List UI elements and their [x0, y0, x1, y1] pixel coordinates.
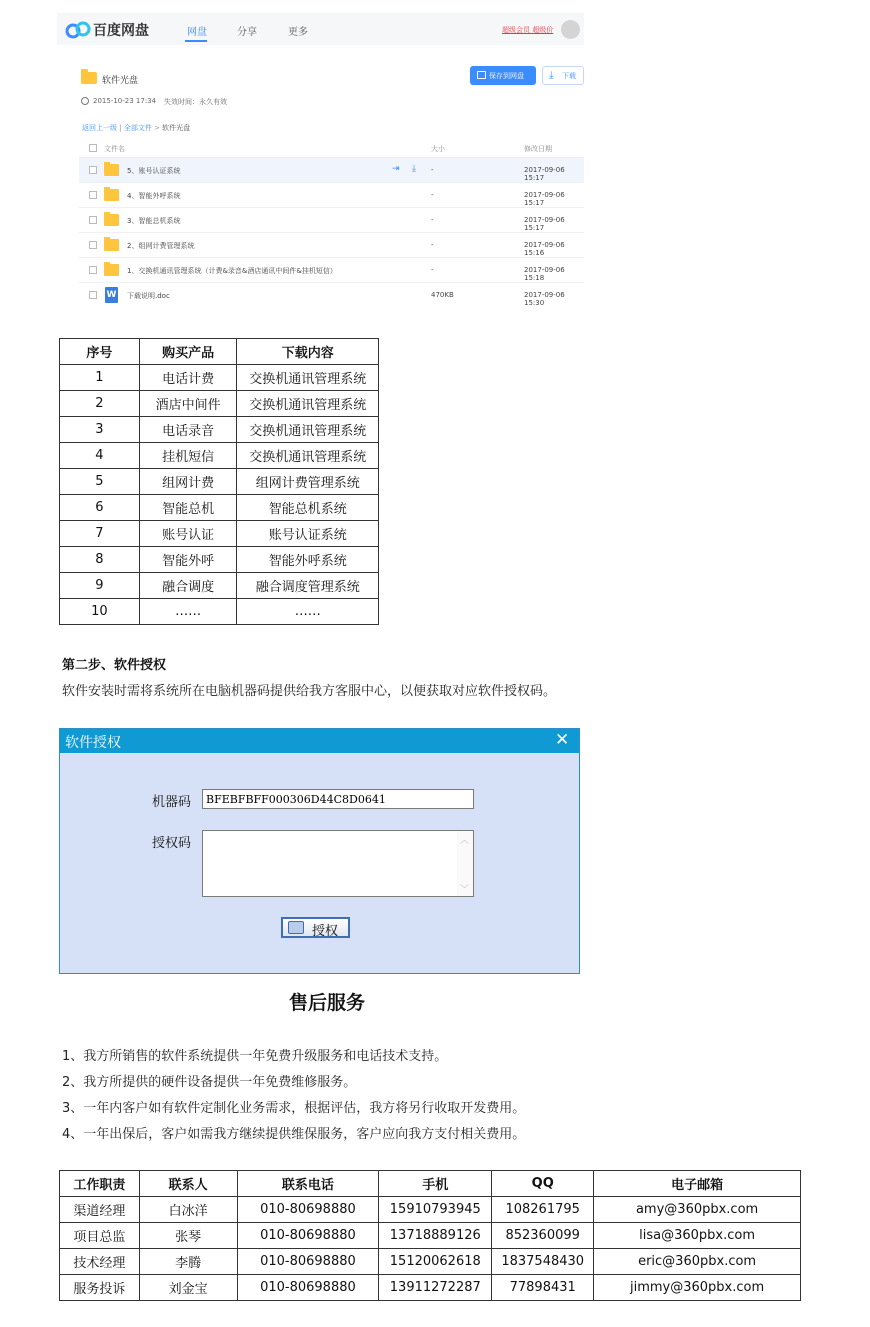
file-name[interactable]: 1、交换机通讯管理系统（计费&录音&酒店通讯中间件&挂机短信）: [127, 267, 337, 275]
table-row: [60, 1197, 801, 1223]
file-name[interactable]: 3、智能总机系统: [127, 217, 181, 225]
table-row: [60, 365, 379, 391]
select-all-checkbox[interactable]: [89, 144, 97, 152]
file-row[interactable]: [79, 183, 584, 208]
table-cell: 7: [60, 521, 140, 547]
header-cell: 电子邮箱: [594, 1171, 801, 1197]
baidu-pan-screenshot: [57, 13, 584, 307]
download-button-label: 下载: [562, 72, 576, 80]
breadcrumb-separator: |: [119, 124, 122, 132]
file-size: -: [431, 191, 434, 199]
table-row: [60, 1249, 801, 1275]
pan-top-bar: [57, 13, 584, 45]
dialog-title: 软件授权: [65, 735, 121, 751]
contact-table: [59, 1170, 801, 1301]
table-cell: 服务投诉: [60, 1275, 140, 1301]
save-button-label: 保存到网盘: [489, 72, 524, 80]
file-row[interactable]: [79, 258, 584, 283]
table-cell: 15120062618: [379, 1249, 492, 1275]
table-cell: ……: [139, 599, 237, 625]
auth-code-textarea[interactable]: [202, 830, 474, 897]
file-date: 2017-09-06 15:18: [524, 266, 565, 282]
table-cell: 1837548430: [492, 1249, 594, 1275]
table-cell: 李腾: [139, 1249, 237, 1275]
breadcrumb-arrow: >: [154, 124, 160, 132]
clock-icon: [81, 97, 89, 105]
table-cell: 9: [60, 573, 140, 599]
service-item: 3、一年内客户如有软件定制化业务需求，根据评估，我方将另行收取开发费用。: [62, 1101, 526, 1116]
file-name[interactable]: 4、智能外呼系统: [127, 192, 181, 200]
email-cell: jimmy@360pbx.com: [594, 1275, 801, 1301]
table-cell: 刘金宝: [139, 1275, 237, 1301]
table-cell: 智能总机: [139, 495, 237, 521]
row-checkbox[interactable]: [89, 291, 97, 299]
table-cell: 6: [60, 495, 140, 521]
pan-brand: 百度网盘: [93, 23, 149, 39]
file-size: -: [431, 241, 434, 249]
table-cell: 技术经理: [60, 1249, 140, 1275]
row-checkbox[interactable]: [89, 191, 97, 199]
table-cell: 2: [60, 391, 140, 417]
header-cell: 下载内容: [237, 339, 379, 365]
breadcrumb: [82, 123, 190, 133]
table-cell: 13718889126: [379, 1223, 492, 1249]
file-date: 2017-09-06 15:17: [524, 191, 565, 207]
table-row: [60, 547, 379, 573]
table-row: [60, 1223, 801, 1249]
product-table: [59, 338, 379, 625]
table-cell: 010-80698880: [237, 1275, 379, 1301]
row-save-icon[interactable]: ⇥: [392, 164, 400, 174]
table-cell: 张琴: [139, 1223, 237, 1249]
header-cell: 工作职责: [60, 1171, 140, 1197]
table-cell: 智能外呼系统: [237, 547, 379, 573]
close-icon[interactable]: ✕: [555, 730, 570, 750]
table-cell: 交换机通讯管理系统: [237, 417, 379, 443]
table-cell: 融合调度管理系统: [237, 573, 379, 599]
service-item: 2、我方所提供的硬件设备提供一年免费维修服务。: [62, 1075, 357, 1090]
save-to-pan-button[interactable]: [470, 66, 536, 85]
nav-tab-pan[interactable]: 网盘: [187, 27, 207, 38]
scrollbar[interactable]: [457, 831, 473, 896]
license-dialog: [59, 728, 580, 974]
header-cell: 序号: [60, 339, 140, 365]
file-date: 2017-09-06 15:17: [524, 216, 565, 232]
scroll-up-icon[interactable]: ︿: [460, 836, 470, 846]
table-cell: 智能总机系统: [237, 495, 379, 521]
table-cell: 组网计费: [139, 469, 237, 495]
table-cell: 8: [60, 547, 140, 573]
header-name: 文件名: [104, 145, 125, 153]
table-cell: 账号认证系统: [237, 521, 379, 547]
folder-icon: [104, 214, 119, 226]
step2-title: 第二步、软件授权: [62, 658, 167, 673]
table-cell: 渠道经理: [60, 1197, 140, 1223]
table-cell: 交换机通讯管理系统: [237, 443, 379, 469]
row-checkbox[interactable]: [89, 166, 97, 174]
table-cell: 010-80698880: [237, 1249, 379, 1275]
service-title: 售后服务: [289, 992, 366, 1014]
table-cell: 1: [60, 365, 140, 391]
share-title: 软件光盘: [102, 76, 139, 86]
table-cell: 4: [60, 443, 140, 469]
table-header-row: [60, 339, 379, 365]
file-date: 2017-09-06 15:17: [524, 166, 565, 182]
file-size: -: [431, 166, 434, 174]
table-row: [60, 1275, 801, 1301]
table-row: [60, 443, 379, 469]
file-date: 2017-09-06 15:30: [524, 291, 565, 307]
word-doc-icon: W: [105, 287, 118, 303]
folder-icon: [104, 264, 119, 276]
file-row[interactable]: [79, 208, 584, 233]
table-cell: 108261795: [492, 1197, 594, 1223]
download-icon: ⤓: [549, 70, 554, 81]
file-size: 470KB: [431, 291, 454, 299]
table-cell: 13911272287: [379, 1275, 492, 1301]
table-cell: 交换机通讯管理系统: [237, 365, 379, 391]
table-header-row: [60, 1171, 801, 1197]
dialog-title-bar: [60, 729, 579, 753]
file-list-header: [79, 140, 584, 158]
table-cell: 挂机短信: [139, 443, 237, 469]
authorize-button[interactable]: [281, 917, 350, 938]
file-name[interactable]: 下载说明.doc: [127, 292, 170, 300]
row-checkbox[interactable]: [89, 266, 97, 274]
share-folder-icon: [81, 72, 97, 84]
breadcrumb-all-files-link[interactable]: 全部文件: [123, 124, 152, 132]
table-cell: 010-80698880: [237, 1197, 379, 1223]
table-cell: 3: [60, 417, 140, 443]
table-cell: 融合调度: [139, 573, 237, 599]
auth-code-label: 授权码: [152, 836, 192, 851]
email-cell: amy@360pbx.com: [594, 1197, 801, 1223]
file-name[interactable]: 5、账号认证系统: [127, 167, 181, 175]
folder-icon: [104, 239, 119, 251]
file-date: 2017-09-06 15:16: [524, 241, 565, 257]
file-row[interactable]: [79, 283, 584, 307]
table-cell: 010-80698880: [237, 1223, 379, 1249]
table-cell: ……: [237, 599, 379, 625]
row-checkbox[interactable]: [89, 241, 97, 249]
table-cell: 852360099: [492, 1223, 594, 1249]
user-link[interactable]: 超级会员 超级价: [502, 26, 554, 34]
table-row: [60, 495, 379, 521]
scroll-down-icon[interactable]: ﹀: [460, 885, 470, 895]
table-cell: 15910793945: [379, 1197, 492, 1223]
nav-active-underline: [185, 40, 207, 42]
authorize-button-label: 授权: [312, 924, 339, 939]
table-row: [60, 417, 379, 443]
table-row: [60, 469, 379, 495]
email-cell: lisa@360pbx.com: [594, 1223, 801, 1249]
breadcrumb-back-link[interactable]: 返回上一级: [82, 124, 117, 132]
header-modified: 修改日期: [524, 145, 552, 153]
machine-code-field[interactable]: BFEBFBFF000306D44C8D0641: [202, 789, 474, 809]
breadcrumb-current: 软件光盘: [162, 124, 191, 132]
table-cell: 账号认证: [139, 521, 237, 547]
folder-icon: [104, 164, 119, 176]
table-cell: 智能外呼: [139, 547, 237, 573]
table-cell: 电话录音: [139, 417, 237, 443]
table-cell: 电话计费: [139, 365, 237, 391]
file-size: -: [431, 266, 434, 274]
header-size: 大小: [431, 145, 445, 153]
file-name[interactable]: 2、组网计费管理系统: [127, 242, 195, 250]
header-cell: 联系电话: [237, 1171, 379, 1197]
file-row[interactable]: [79, 233, 584, 258]
baidu-pan-logo-icon: [65, 19, 91, 39]
header-cell: 手机: [379, 1171, 492, 1197]
share-created-time: 2015-10-23 17:34: [93, 97, 157, 105]
table-row: [60, 391, 379, 417]
table-cell: 77898431: [492, 1275, 594, 1301]
machine-code-label: 机器码: [152, 795, 192, 810]
download-button[interactable]: [542, 66, 584, 85]
key-icon: [288, 921, 304, 934]
nav-tab-share[interactable]: 分享: [237, 27, 257, 38]
nav-tab-more[interactable]: 更多: [288, 27, 308, 38]
share-expiry: 失效时间：永久有效: [164, 98, 227, 106]
table-cell: 项目总监: [60, 1223, 140, 1249]
service-item: 4、一年出保后，客户如需我方继续提供维保服务，客户应向我方支付相关费用。: [62, 1127, 526, 1142]
table-cell: 白冰洋: [139, 1197, 237, 1223]
file-row[interactable]: [79, 158, 584, 183]
header-cell: 联系人: [139, 1171, 237, 1197]
table-cell: 5: [60, 469, 140, 495]
folder-icon: [104, 189, 119, 201]
row-download-icon[interactable]: ⤓: [412, 164, 416, 174]
save-icon: [477, 71, 486, 79]
step2-description: 软件安装时需将系统所在电脑机器码提供给我方客服中心，以便获取对应软件授权码。: [62, 684, 557, 699]
header-cell: 购买产品: [139, 339, 237, 365]
table-cell: 交换机通讯管理系统: [237, 391, 379, 417]
email-cell: eric@360pbx.com: [594, 1249, 801, 1275]
header-cell: QQ: [492, 1171, 594, 1197]
table-cell: 组网计费管理系统: [237, 469, 379, 495]
table-cell: 10: [60, 599, 140, 625]
row-checkbox[interactable]: [89, 216, 97, 224]
table-cell: 酒店中间件: [139, 391, 237, 417]
table-row: [60, 599, 379, 625]
table-row: [60, 573, 379, 599]
service-item: 1、我方所销售的软件系统提供一年免费升级服务和电话技术支持。: [62, 1049, 448, 1064]
table-row: [60, 521, 379, 547]
file-size: -: [431, 216, 434, 224]
avatar[interactable]: [561, 20, 580, 39]
